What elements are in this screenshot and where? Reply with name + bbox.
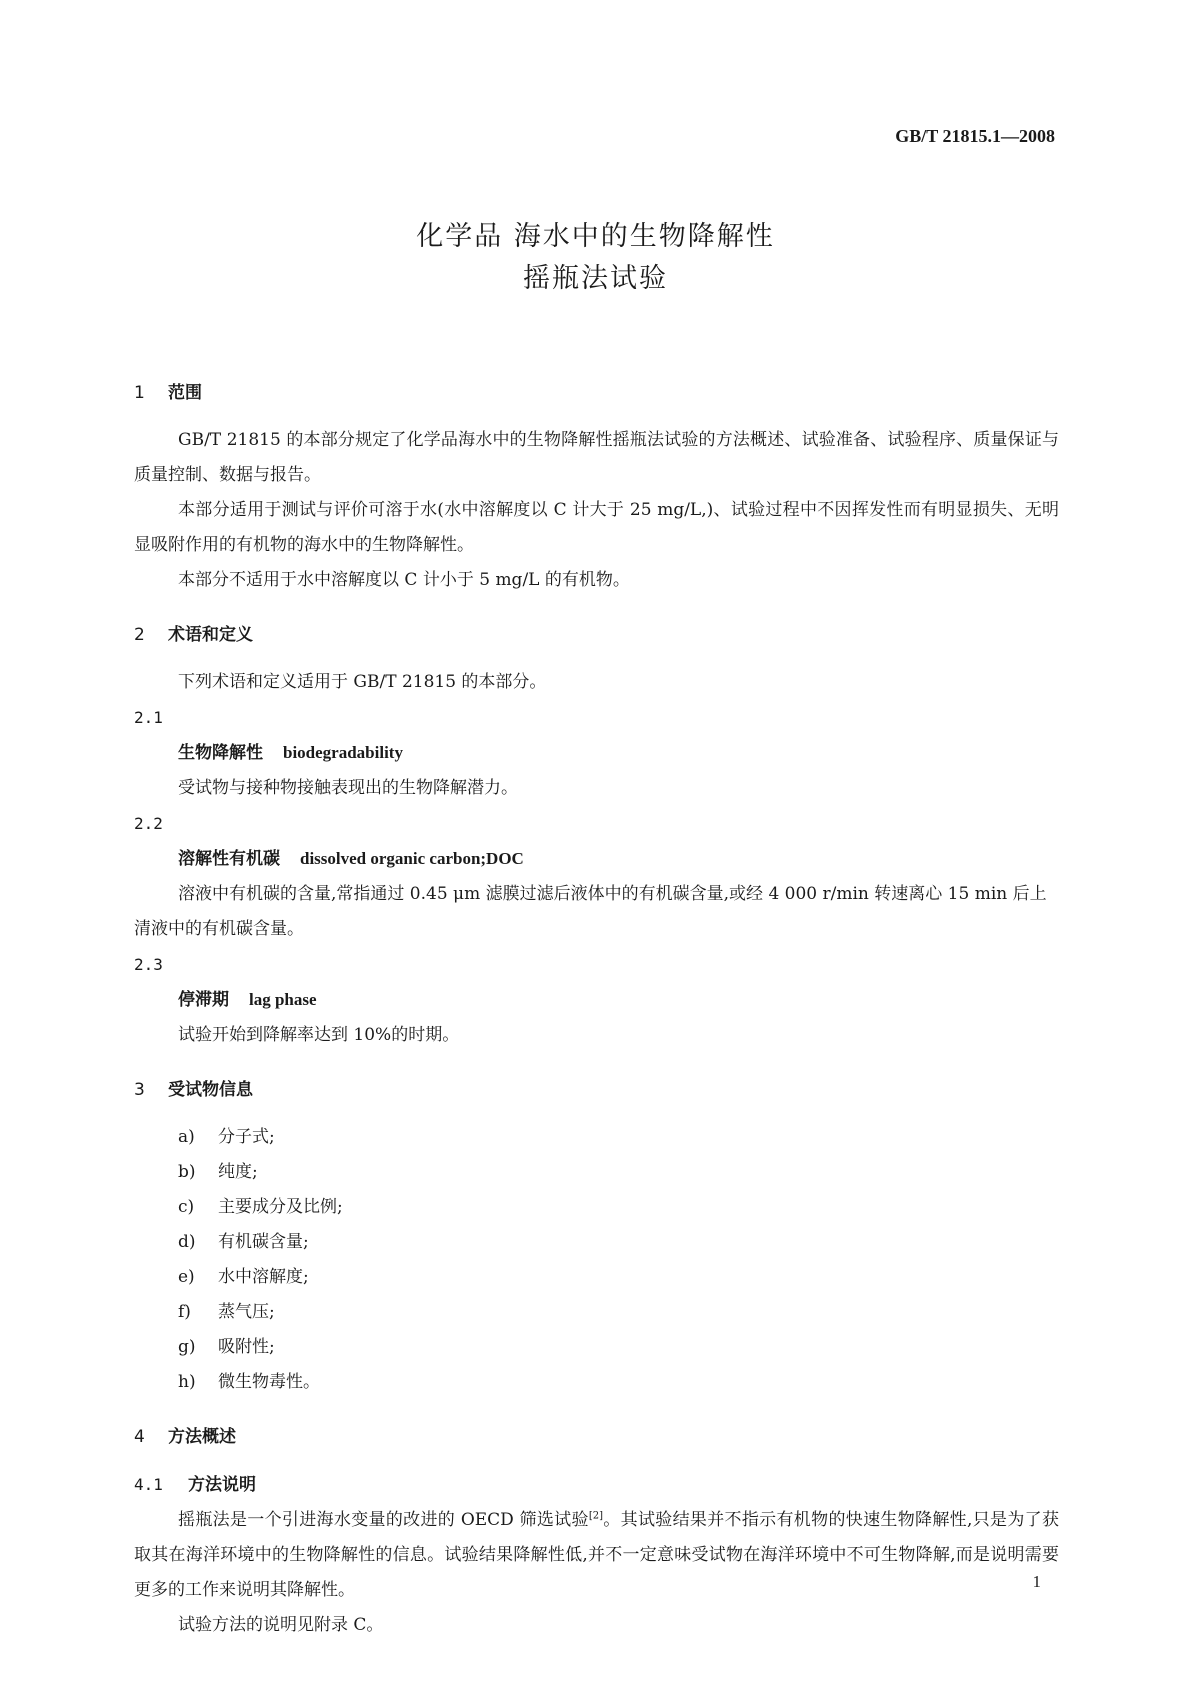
list-text: 主要成分及比例;	[218, 1197, 343, 1217]
page-number: 1	[1032, 1572, 1041, 1591]
paragraph: 下列术语和定义适用于 GB/T 21815 的本部分。	[178, 672, 547, 692]
term-title	[134, 735, 1059, 771]
paragraph: 试验方法的说明见附录 C。	[178, 1615, 384, 1635]
paragraph: 本部分适用于测试与评价可溶于水(水中溶解度以 C 计大于 25 mg/L,)、试验过程中不因挥发性而有明显损失、无明显吸附作用的有机物的海水中的生物降解性。	[134, 500, 1059, 555]
term-definition: 溶液中有机碳的含量,常指通过 0.45 μm 滤膜过滤后液体中的有机碳含量,或经 4 000 r/min 转速离心 15 min 后上清液中的有机碳含量。	[134, 884, 1047, 939]
section-number: 4	[134, 1427, 145, 1447]
term-en: biodegradability	[283, 743, 403, 762]
subsection-title: 方法说明	[188, 1475, 256, 1495]
list-marker: d)	[178, 1232, 196, 1252]
list-text: 蒸气压;	[218, 1302, 275, 1322]
paragraph-text: 摇瓶法是一个引进海水变量的改进的 OECD 筛选试验	[178, 1510, 589, 1530]
term-zh: 溶解性有机碳	[178, 849, 280, 869]
list-marker: c)	[178, 1197, 195, 1217]
section-title: 术语和定义	[168, 625, 253, 645]
term-number: 2.3	[134, 955, 163, 974]
paragraph: 本部分不适用于水中溶解度以 C 计小于 5 mg/L 的有机物。	[178, 570, 630, 590]
term-title	[134, 841, 1059, 877]
term-en: dissolved organic carbon;DOC	[300, 849, 524, 868]
term-definition: 受试物与接种物接触表现出的生物降解潜力。	[178, 778, 518, 798]
paragraph-text: 。其试验结果并不指示有机物的快速生物降解性,只是为了获取其在海洋环境中的生物降解性的信息。试验结果降解性低,并不一定意味受试物在海洋环境中不可生物降解,而是说明需要更多的工作来说明其降解性。	[134, 1510, 1059, 1600]
reference-citation: [2]	[588, 1510, 603, 1522]
paragraph: GB/T 21815 的本部分规定了化学品海水中的生物降解性摇瓶法试验的方法概述、试验准备、试验程序、质量保证与质量控制、数据与报告。	[134, 430, 1059, 485]
term-zh: 生物降解性	[178, 743, 263, 763]
list-item	[134, 1330, 1059, 1365]
list-item	[134, 1260, 1059, 1295]
list-text: 纯度;	[218, 1162, 258, 1182]
subsection-heading	[134, 1467, 1059, 1503]
list-text: 吸附性;	[218, 1337, 275, 1357]
term-en: lag phase	[249, 990, 317, 1009]
substance-info-list	[134, 1120, 1059, 1400]
list-text: 水中溶解度;	[218, 1267, 309, 1287]
section-number: 2	[134, 625, 145, 645]
section-title: 受试物信息	[168, 1080, 253, 1100]
standard-number: GB/T 21815.1—2008	[895, 126, 1055, 146]
list-item	[134, 1295, 1059, 1330]
list-text: 分子式;	[218, 1127, 275, 1147]
section-title: 范围	[168, 383, 202, 403]
list-marker: e)	[178, 1267, 195, 1287]
list-item	[134, 1365, 1059, 1400]
list-marker: h)	[178, 1372, 196, 1392]
section-heading-method-overview	[134, 1420, 1059, 1455]
document-body	[134, 376, 1059, 1643]
paragraph	[134, 1503, 1059, 1608]
subsection-number: 4.1	[134, 1475, 163, 1494]
section-number: 1	[134, 383, 145, 403]
section-heading-terms	[134, 618, 1059, 653]
list-text: 有机碳含量;	[218, 1232, 309, 1252]
section-title: 方法概述	[168, 1427, 236, 1447]
section-heading-substance-info	[134, 1073, 1059, 1108]
term-zh: 停滞期	[178, 990, 229, 1010]
list-item	[134, 1225, 1059, 1260]
section-heading-scope	[134, 376, 1059, 411]
term-definition: 试验开始到降解率达到 10%的时期。	[178, 1025, 460, 1045]
title-line-2: 摇瓶法试验	[523, 263, 668, 294]
list-text: 微生物毒性。	[218, 1372, 320, 1392]
list-item	[134, 1190, 1059, 1225]
term-number: 2.2	[134, 814, 163, 833]
list-marker: g)	[178, 1337, 196, 1357]
list-item	[134, 1155, 1059, 1190]
list-marker: b)	[178, 1162, 196, 1182]
list-marker: f)	[178, 1302, 191, 1322]
list-item	[134, 1120, 1059, 1155]
term-title	[134, 982, 1059, 1018]
section-number: 3	[134, 1080, 145, 1100]
title-line-1: 化学品 海水中的生物降解性	[416, 221, 775, 252]
term-number: 2.1	[134, 708, 163, 727]
list-marker: a)	[178, 1127, 195, 1147]
